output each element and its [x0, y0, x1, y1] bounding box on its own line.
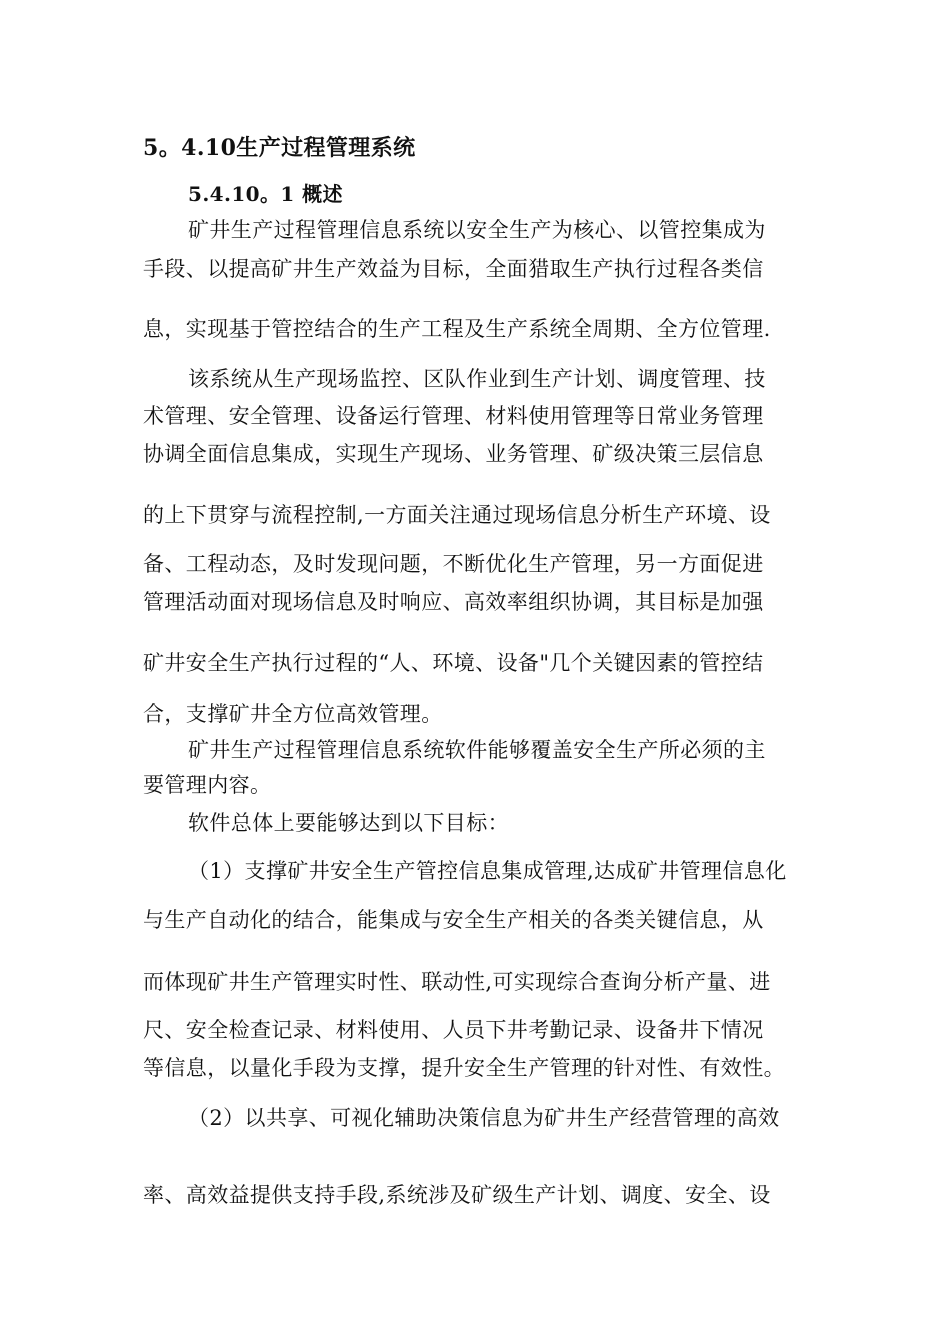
paragraph-line: 等信息，以量化手段为支撑，提升安全生产管理的针对性、有效性。: [143, 1056, 785, 1080]
paragraph-line: 矿井安全生产执行过程的“人、环境、设备"几个关键因素的管控结: [143, 651, 764, 675]
paragraph-line: 手段、以提高矿井生产效益为目标，全面猎取生产执行过程各类信: [143, 257, 764, 281]
paragraph-line: （2）以共享、可视化辅助决策信息为矿井生产经营管理的高效: [188, 1106, 780, 1130]
paragraph-line: 矿井生产过程管理信息系统软件能够覆盖安全生产所必须的主: [188, 738, 766, 762]
section-title: 5。4.10生产过程管理系统: [143, 135, 416, 161]
paragraph-line: 术管理、安全管理、设备运行管理、材料使用管理等日常业务管理: [143, 404, 764, 428]
paragraph-line: 矿井生产过程管理信息系统以安全生产为核心、以管控集成为: [188, 218, 766, 242]
paragraph-line: 管理活动面对现场信息及时响应、高效率组织协调，其目标是加强: [143, 590, 764, 614]
subsection-title: 5.4.10。1 概述: [188, 182, 343, 206]
paragraph-line: 率、高效益提供支持手段,系统涉及矿级生产计划、调度、安全、设: [143, 1183, 771, 1207]
paragraph-line: 该系统从生产现场监控、区队作业到生产计划、调度管理、技: [188, 367, 766, 391]
paragraph-line: （1）支撑矿井安全生产管控信息集成管理,达成矿井管理信息化: [188, 859, 787, 883]
paragraph-line: 与生产自动化的结合，能集成与安全生产相关的各类关键信息，从: [143, 908, 764, 932]
paragraph-line: 备、工程动态，及时发现问题，不断优化生产管理，另一方面促进: [143, 552, 764, 576]
paragraph-line: 尺、安全检查记录、材料使用、人员下井考勤记录、设备井下情况: [143, 1018, 764, 1042]
paragraph-line: 息，实现基于管控结合的生产工程及生产系统全周期、全方位管理.: [143, 317, 771, 341]
paragraph-line: 软件总体上要能够达到以下目标：: [188, 811, 509, 835]
paragraph-line: 合，支撑矿井全方位高效管理。: [143, 702, 443, 726]
paragraph-line: 要管理内容。: [143, 773, 272, 797]
paragraph-line: 而体现矿井生产管理实时性、联动性,可实现综合查询分析产量、进: [143, 970, 771, 994]
paragraph-line: 的上下贯穿与流程控制,一方面关注通过现场信息分析生产环境、设: [143, 503, 771, 527]
paragraph-line: 协调全面信息集成，实现生产现场、业务管理、矿级决策三层信息: [143, 442, 764, 466]
